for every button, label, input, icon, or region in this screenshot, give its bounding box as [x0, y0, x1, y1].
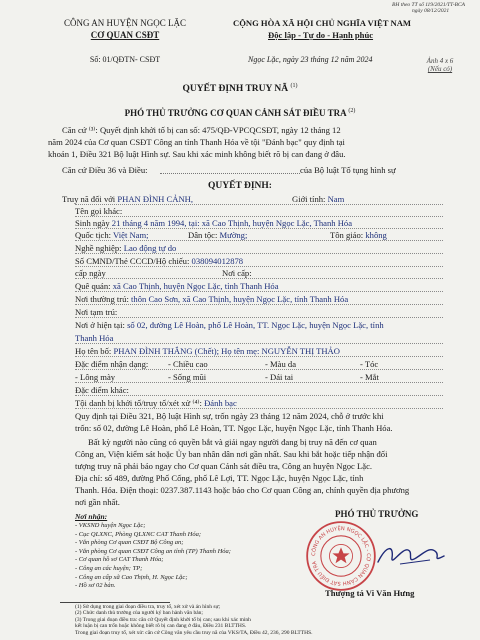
feature-eyes: - Mắt	[360, 372, 379, 382]
footnote-item: Trong giai đoạn truy tố, xét xử: căn cứ Công văn yêu cầu truy nã của VKS/TA, Điều 42, 236, 290 BLTTHS.	[75, 629, 313, 636]
crime-value: Đánh bạc	[204, 398, 237, 408]
other-features-label: Đặc điểm khác:	[75, 385, 129, 395]
recipient-item: - Công an cấp xã Cao Thịnh, H. Ngọc Lặc;	[75, 573, 188, 581]
dotted-line	[75, 369, 443, 370]
legal-line-8: nơi gần nhất.	[75, 497, 120, 507]
issue-date-label: cấp ngày	[75, 268, 106, 278]
feature-earlobe: - Dái tai	[265, 372, 294, 382]
dotted-line	[75, 291, 443, 292]
gender-value: Nam	[327, 194, 345, 204]
gender-label: Giới tính:	[292, 194, 326, 204]
permanent-address-label: Nơi thường trú:	[75, 294, 129, 304]
dotted-line	[75, 204, 443, 205]
issue-place-label: Nơi cấp:	[222, 268, 252, 278]
recipient-item: - Hồ sơ 02 bản.	[75, 582, 116, 590]
feature-skin: - Màu da	[265, 359, 297, 369]
preamble-article-ref: Căn cứ Điều 36 và Điều:	[62, 165, 148, 175]
wanted-label: Truy nã đối với	[62, 194, 116, 204]
footnote-divider	[60, 602, 170, 603]
preamble-line-3: khoản 1, Điều 321 Bộ luật Hình sự. Sau khi xác minh không biết rõ bị can đang ở đâu.	[48, 149, 346, 159]
form-reference-note	[392, 2, 465, 14]
permanent-address-value: thôn Cao Sơn, xã Cao Thịnh, huyện Ngọc Lặc, tỉnh Thanh Hóa	[131, 294, 349, 304]
dotted-line	[75, 356, 443, 357]
seal-emblem-star	[329, 544, 352, 567]
crime-label: Tội danh bị khởi tố/truy tố/xét xử ⁽⁴⁾:	[75, 398, 202, 408]
title-footnote-ref: (1)	[290, 83, 298, 89]
dotted-line	[75, 266, 443, 267]
signer-role: PHÓ THỦ TRƯỞNG	[335, 509, 419, 519]
national-motto: CỘNG HÒA XÃ HỘI CHỦ NGHĨA VIỆT NAM	[233, 18, 412, 28]
preamble-code-ref: của Bộ luật Tố tụng hình sự	[300, 165, 396, 175]
footnote-item: (1) Sử dụng trong giai đoạn điều tra, truy tố, xét xử và án hình sự;	[75, 604, 221, 610]
office-name: CƠ QUAN CSĐT	[90, 30, 160, 40]
photo-size-label: Ảnh 4 x 6	[426, 57, 454, 65]
decision-heading: QUYẾT ĐỊNH:	[208, 181, 272, 191]
feature-nose: - Sống mũi	[168, 372, 207, 382]
national-motto-sub: Độc lập - Tự do - Hạnh phúc	[268, 30, 374, 40]
legal-line-3: Bất kỳ người nào cũng có quyền bắt và giải ngay người đang bị truy nã đến cơ quan	[88, 437, 377, 447]
parents-value: PHAN ĐÌNH THẮNG (Chết); Họ tên mẹ: NGUYỄN THỊ THẢO	[113, 346, 340, 356]
id-number-value: 038094012878	[191, 256, 244, 266]
signer-name: Thượng tá Vi Văn Hưng	[325, 588, 415, 598]
recipient-item: - Cục QLXNC, Phòng QLXNC CAT Thanh Hóa;	[75, 530, 202, 538]
recipients-list	[75, 522, 231, 591]
legal-line-1: Quy định tại Điều 321, Bộ luật Hình sự, trốn ngày 23 tháng 12 năm 2024, chỗ ở trước khi	[75, 411, 384, 421]
current-address-value: số 02, đường Lê Hoàn, phố Lê Hoàn, TT. Ngọc Lặc, huyện Ngọc Lặc, tỉnh	[127, 320, 384, 330]
features-label: Đặc điểm nhận dạng:	[75, 359, 149, 369]
ethnicity-label: Dân tộc:	[188, 230, 218, 240]
legal-line-2: trốn: số 02, đường Lê Hoàn, phố Lê Hoàn, TT. Ngọc Lặc, huyện Ngọc Lặc, tỉnh Thanh Hóa.	[75, 423, 393, 433]
dotted-line	[75, 395, 443, 396]
parents-label: Họ tên bố:	[75, 346, 112, 356]
recipients-title: Nơi nhận:	[75, 512, 108, 521]
alias-label: Tên gọi khác:	[75, 206, 123, 216]
dotted-line	[75, 216, 443, 217]
dotted-line	[75, 253, 443, 254]
birth-value: 21 tháng 4 năm 1994, tại: xã Cao Thịnh, huyện Ngọc Lặc, Thanh Hóa	[111, 218, 353, 228]
document-title	[0, 83, 480, 94]
issuer-text: PHÓ THỦ TRƯỞNG CƠ QUAN CẢNH SÁT ĐIỀU TRA	[124, 108, 347, 118]
footnote-item: kết luận bị can trốn hoặc không biết rõ bị can đang ở đâu, Điều 231 BLTTHS.	[75, 623, 247, 630]
feature-eyebrows: - Lông mày	[75, 372, 116, 382]
occupation-value: Lao động tự do	[123, 243, 177, 253]
dotted-line	[75, 382, 443, 383]
recipient-item: - Văn phòng Cơ quan CSĐT Bộ Công an;	[75, 539, 184, 547]
legal-line-6: Địa chỉ: số 489, đường Phố Cống, phố Lê Lợi, TT. Ngọc Lặc, huyện Ngọc Lặc, tỉnh	[75, 473, 364, 483]
religion-value: không	[365, 230, 387, 240]
dotted-line	[75, 304, 443, 305]
recipient-item: - VKSND huyện Ngọc Lặc;	[75, 522, 146, 529]
current-address-row	[75, 320, 384, 331]
legal-line-4: Công an, Viện kiểm sát hoặc Ủy ban nhân dân nơi gần nhất. Sau khi bắt hoặc tiếp nhận đối	[75, 449, 388, 459]
feature-height: - Chiều cao	[168, 359, 208, 369]
document-number: Số: 01/QĐTN- CSĐT	[89, 55, 161, 64]
footnote-item: (3) Trong giai đoạn điều tra: căn cứ Quyết định khởi tố bị can; sau khi xác minh	[75, 616, 251, 623]
feature-hair: - Tóc	[360, 359, 379, 369]
official-red-seal	[305, 520, 377, 592]
legal-line-7: Thanh. Hóa. Điện thoại: 0237.387.1143 hoặc báo cho Cơ quan Công an, chính quyền địa phương	[75, 485, 410, 495]
footnote-item: (2) Chức danh thủ trưởng của người ký ban hành văn bản;	[75, 610, 203, 617]
hometown-label: Quê quán:	[75, 281, 111, 291]
recipient-item: - Văn phòng Cơ quan CSĐT Công an tỉnh (TP) Thanh Hóa;	[75, 547, 231, 555]
id-number-label: Số CMND/Thẻ CCCD/Hộ chiếu:	[75, 256, 190, 266]
legal-line-5: tượng truy nã phải báo ngay cho Cơ quan Cảnh sát điều tra, Công an huyện Ngọc Lặc.	[75, 461, 373, 471]
dotted-line	[75, 343, 443, 344]
seal-ring-text: CÔNG AN HUYỆN NGỌC LẶC - CƠ QUAN CẢNH SÁT ĐIỀU TRA	[311, 526, 371, 586]
form-reference-line: BH theo TT số 119/2021/TT-BCA	[392, 2, 466, 8]
dotted-line	[75, 278, 443, 279]
article-blank	[160, 173, 300, 174]
document-date: Ngọc Lặc, ngày 23 tháng 12 năm 2024	[248, 55, 373, 64]
wanted-name: PHAN ĐÌNH CẢNH,	[117, 194, 194, 204]
recipient-item: - Công an các huyện; TP;	[75, 564, 143, 572]
issuer-title	[0, 108, 480, 118]
photo-optional-label: (Nếu có)	[427, 65, 453, 73]
hometown-value: xã Cao Thịnh, huyện Ngọc Lặc, tỉnh Thanh Hóa	[112, 281, 279, 291]
occupation-label: Nghề nghiệp:	[75, 243, 122, 253]
nationality-label: Quốc tịch:	[75, 230, 112, 240]
temporary-address-label: Nơi tạm trú:	[75, 307, 118, 317]
preamble-line-1: Căn cứ ⁽³⁾: Quyết định khởi tố bị can số: 475/QĐ-VPCQCSĐT, ngày 12 tháng 12	[62, 125, 341, 135]
dotted-line	[75, 317, 443, 318]
religion-label: Tôn giáo:	[330, 230, 364, 240]
dotted-line	[75, 240, 443, 241]
preamble-line-2: năm 2024 của Cơ quan CSĐT Công an tỉnh Thanh Hóa về tội "Đánh bạc" quy định tại	[48, 137, 345, 147]
birth-label: Sinh ngày	[75, 218, 110, 228]
title-text: QUYẾT ĐỊNH TRUY NÃ	[182, 84, 289, 95]
current-address-continued: Thanh Hóa	[75, 333, 114, 343]
nationality-value: Việt Nam;	[113, 230, 149, 240]
dotted-line	[75, 408, 443, 409]
form-reference-date: ngày 08/12/2021	[412, 8, 450, 14]
footnotes	[75, 604, 313, 636]
handwritten-signature	[372, 540, 452, 570]
agency-name: CÔNG AN HUYỆN NGỌC LẶC	[63, 18, 186, 28]
ethnicity-value: Mường;	[219, 230, 248, 240]
recipient-item: - Cơ quan hồ sơ CAT Thanh Hóa;	[75, 556, 164, 564]
current-address-label: Nơi ở hiện tại:	[75, 320, 125, 330]
issuer-footnote-ref: (2)	[348, 108, 356, 114]
dotted-line	[75, 228, 443, 229]
